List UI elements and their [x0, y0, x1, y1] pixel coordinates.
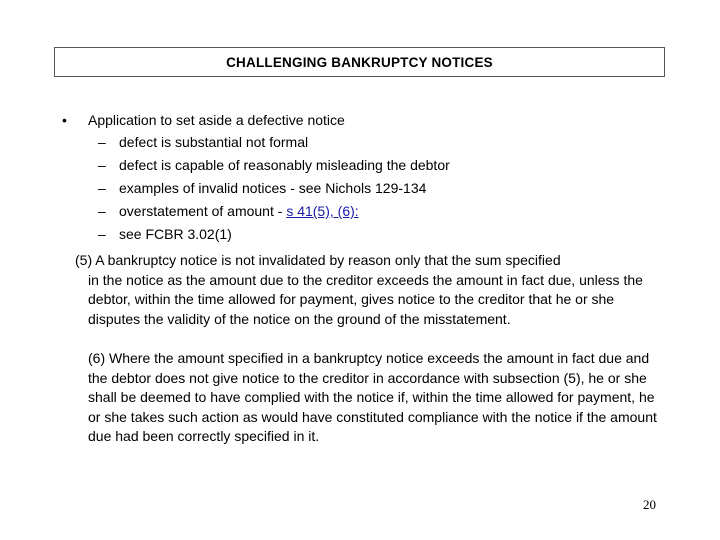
- sub-point-text: overstatement of amount -: [119, 203, 287, 219]
- dash-marker: –: [98, 134, 106, 150]
- sub-point: [98, 203, 450, 226]
- sub-point-text: examples of invalid notices - see Nichols 129-134: [119, 180, 427, 196]
- sub-point: [98, 226, 450, 249]
- sub-point: [98, 157, 450, 180]
- slide-title: CHALLENGING BANKRUPTCY NOTICES: [226, 54, 493, 70]
- dash-marker: –: [98, 180, 106, 196]
- section-reference-link[interactable]: s 41(5), (6):: [286, 203, 359, 219]
- dash-marker: –: [98, 157, 106, 173]
- subsection-5-first-line: (5) A bankruptcy notice is not invalidated by reason only that the sum specified: [75, 252, 561, 268]
- sub-point-text: see FCBR 3.02(1): [119, 226, 232, 242]
- subsection-5-text: [75, 251, 650, 329]
- bullet-marker: •: [62, 112, 67, 128]
- subsection-5-rest: in the notice as the amount due to the creditor exceeds the amount in fact due, unless the debtor, within the time allowed for payment, gives notice to the creditor that he or she disputes the validity of the notice on the ground of the misstatement.: [88, 271, 643, 327]
- page-number: 20: [643, 497, 656, 512]
- sub-point: [98, 134, 450, 157]
- dash-marker: –: [98, 226, 106, 242]
- sub-point-text: defect is capable of reasonably misleading the debtor: [119, 157, 450, 173]
- dash-marker: –: [98, 203, 106, 219]
- sub-point: [98, 180, 450, 203]
- slide-title-box: [54, 47, 665, 77]
- sub-point-text: defect is substantial not formal: [119, 134, 309, 150]
- sub-point-list: [98, 134, 450, 249]
- subsection-6-text: (6) Where the amount specified in a bankruptcy notice exceeds the amount in fact due and the debtor does not give notice to the creditor in accordance with subsection (5), he or she shall be deemed to have complied with the notice if, within the time allowed for payment, he or she takes such action as would have constituted compliance with the notice if the amount due had been correctly specified in it.: [88, 350, 657, 444]
- main-point: Application to set aside a defective notice: [88, 112, 345, 128]
